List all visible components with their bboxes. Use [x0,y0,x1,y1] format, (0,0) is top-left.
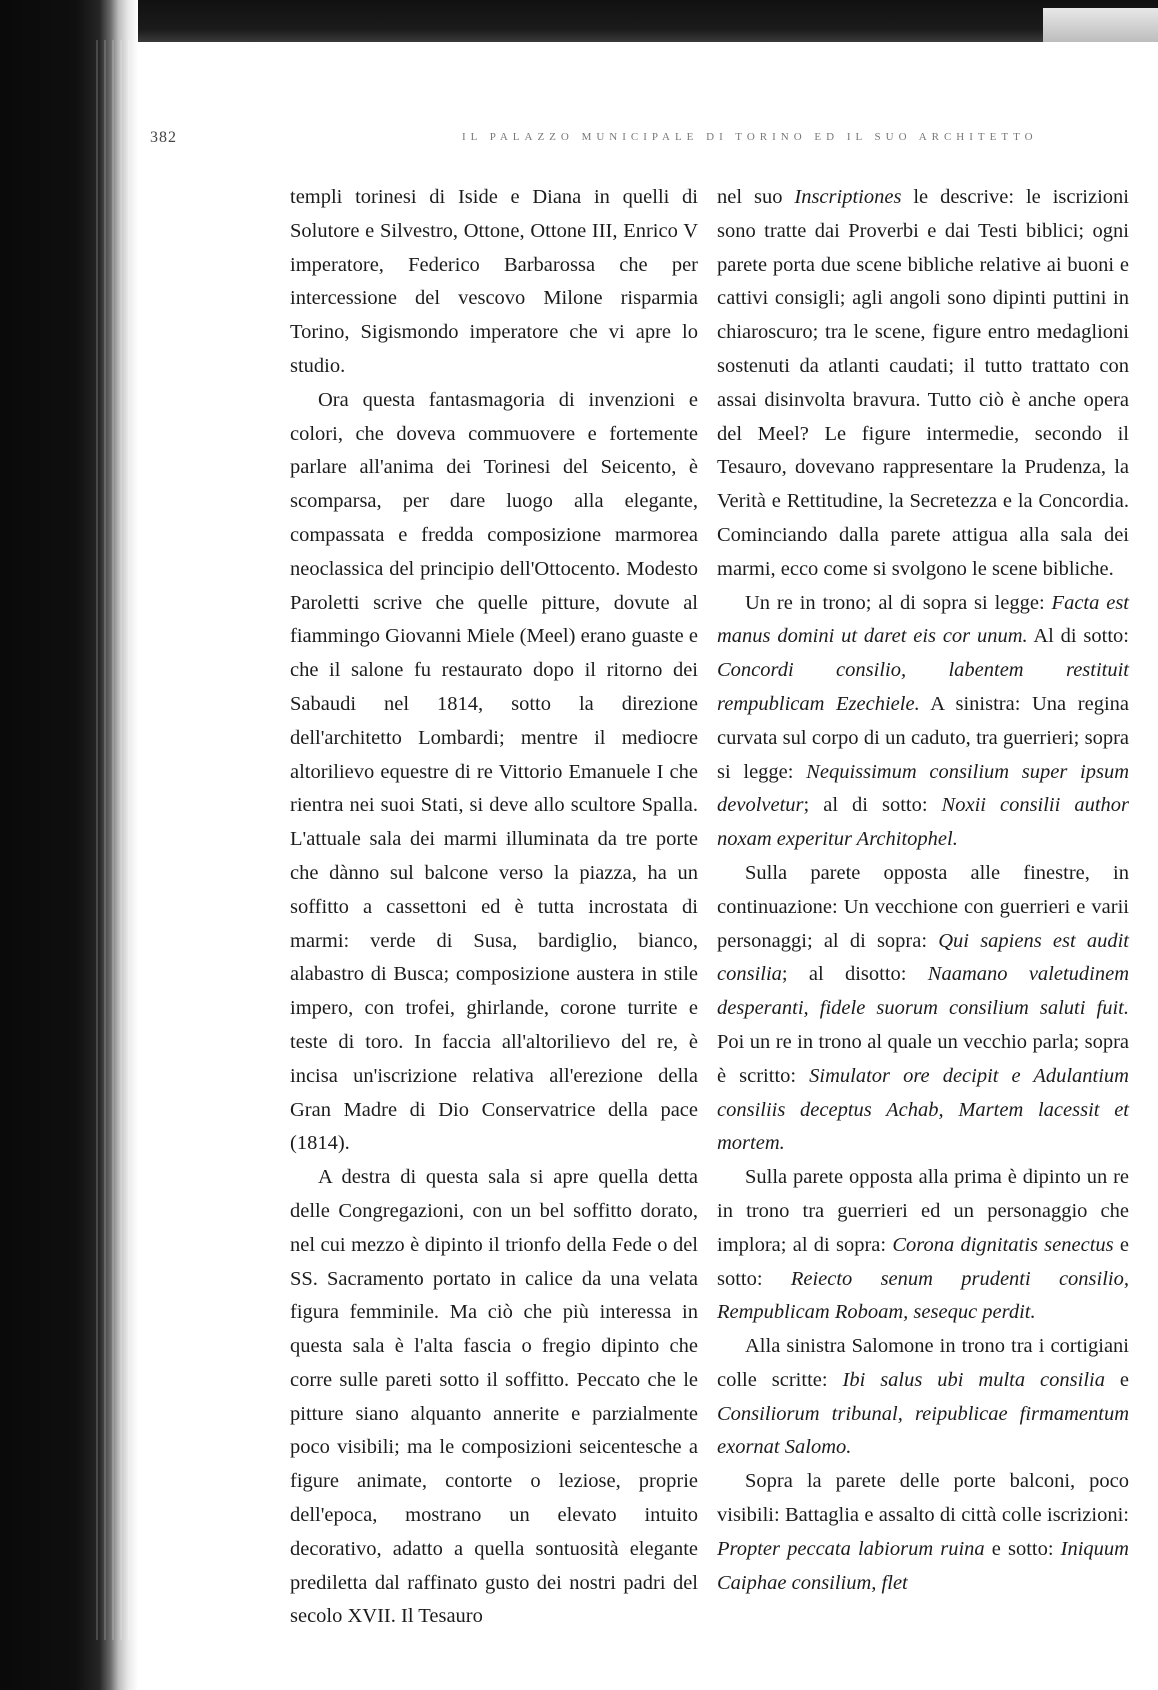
text-run: le descrive: le iscrizioni sono tratte dai Proverbi e dai Testi biblici; ogni parete porta due scene bibliche relative ai buoni e cattivi consigli; agli angoli sono dipinti puttini in chiaroscuro; tra le scene, figure entro medaglioni sostenuti da atlanti caudati; il tutto trattato con assai disinvolta bravura. Tutto ciò è anche opera del Meel? Le figure intermedie, secondo il Tesauro, dovevano rappresentare la Prudenza, la Verità e Rettitudine, la Secretezza e la Concordia. Cominciando dalla parete attigua alla sala dei marmi, ecco come si svolgono le scene bibliche. [717,186,1129,580]
paragraph [717,1161,1129,1330]
text-run: nel suo [717,186,795,208]
paragraph [717,181,1129,587]
paragraph: Ora questa fantasmagoria di invenzioni e colori, che doveva commuovere e fortemente parlare all'anima dei Torinesi del Seicento, è scomparsa, per dare luogo alla elegante, compassata e fredda composizione marmorea neoclassica del principio dell'Ottocento. Modesto Paroletti scrive che quelle pitture, dovute al fiammingo Giovanni Miele (Meel) erano guaste e che il salone fu restaurato dopo il ritorno dei Sabaudi nel 1814, sotto la direzione dell'architetto Lombardi; mentre il mediocre altorilievo equestre di re Vittorio Emanuele I che rientra nei suoi Stati, si deve allo scultore Spalla. L'attuale sala dei marmi illuminata da tre porte che dànno sul balcone verso la piazza, ha un soffitto a cassettoni ed è tutta incrostata di marmi: verde di Susa, bardiglio, bianco, alabastro di Busca; composizione austera in stile impero, con trofei, ghirlande, corone turrite e teste di toro. In faccia all'altorilievo del re, è incisa un'iscrizione relativa all'erezione della Gran Madre di Dio Conservatrice della pace (1814). [290,388,698,1155]
text-run: e sotto: [717,1233,1129,1290]
page-edge-lines [90,40,138,1640]
text-run: e sotto: [984,1537,1061,1560]
paragraph: A destra di questa sala si apre quella detta delle Congregazioni, con un bel soffitto dorato, nel cui mezzo è dipinto il trionfo della Fede o del SS. Sacramento portato in calice da una velata figura femminile. Ma ciò che più interessa in questa sala è l'alta fascia o fregio dipinto che corre sulle pareti sotto il soffitto. Peccato che le pitture siano alquanto annerite e parzialmente poco visibili; ma le composizioni seicentesche a figure animate, contorte o leziose, proprie dell'epoca, mostrano un elevato intuito decorativo, adatto a quella sontuosità elegante prediletta dal raffinato gusto dei nostri padri del secolo XVII. Il Tesauro [290,1166,698,1628]
scan-corner-highlight [1043,8,1158,42]
paragraph [717,1465,1129,1600]
text-run: ; al disotto: [781,963,928,986]
paragraph: templi torinesi di Iside e Diana in quelli di Solutore e Silvestro, Ottone, Ottone III, Enrico V imperatore, Federico Barbarossa che per intercessione del vescovo Milone risparmia Torino, Sigismondo imperatore che vi apre lo studio. [290,186,698,377]
paragraph [717,857,1129,1161]
latin-inscription: Noxii consilii author noxam experitur Architophel. [717,794,1130,851]
latin-inscription: Propter peccata labiorum ruina [717,1537,985,1560]
text-run: Sopra la parete delle porte balconi, poco visibili: Battaglia e assalto di città colle iscrizioni: [717,1470,1129,1527]
left-column [290,181,698,1634]
text-run: e [1104,1368,1130,1391]
right-column [717,181,1129,1600]
paragraph [717,587,1129,857]
latin-inscription: Facta est manus domini ut daret eis cor unum. [717,591,1129,648]
latin-inscription: Corona dignitatis senectus [892,1233,1114,1256]
latin-inscription: Ibi salus ubi multa consilia [842,1368,1105,1391]
text-run: Al di sotto: [1027,625,1129,648]
latin-inscription: Reiecto senum prudenti consilio, Rempublicam Roboam, sesequc perdit. [717,1267,1129,1324]
latin-inscription: Nequissimum consilium super ipsum devolvetur [717,760,1129,817]
latin-inscription: Qui sapiens est audit consilia [717,929,1129,986]
paragraph [717,1330,1129,1465]
text-run: Alla sinistra Salomone in trono tra i cortigiani colle scritte: [717,1335,1129,1391]
text-run: Poi un re in trono al quale un vecchio parla; sopra è scritto: [717,1030,1129,1087]
latin-inscription: Concordi consilio, labentem restituit rempublicam Ezechiele. [717,659,1129,715]
latin-inscription: Iniquum Caiphae consilium, flet [717,1537,1129,1594]
running-title: IL PALAZZO MUNICIPALE DI TORINO ED IL SUO ARCHITETTO [462,131,1038,143]
page-header [150,129,1038,151]
text-run: A sinistra: Una regina curvata sul corpo di un caduto, tra guerrieri; sopra si legge: [717,692,1129,783]
text-run: Sulla parete opposta alle finestre, in continuazione: Un vecchione con guerrieri e varii personaggi; al di sopra: [717,861,1129,952]
latin-inscription: Consiliorum tribunal, reipublicae firmamentum exornat Salomo. [717,1402,1129,1459]
text-run: Un re in trono; al di sopra si legge: [745,591,1052,614]
page-number: 382 [150,129,177,146]
italic-title: Inscriptiones [794,186,902,208]
text-run: Sulla parete opposta alla prima è dipinto un re in trono tra guerrieri ed un personaggio che implora; al di sopra: [717,1166,1129,1256]
text-run: ; al di sotto: [803,794,942,817]
latin-inscription: Naamano valetudinem desperanti, fidele suorum consilium saluti fuit. [717,963,1130,1020]
latin-inscription: Simulator ore decipit e Adulantium consiliis deceptus Achab, Martem lacessit et mortem. [717,1064,1129,1155]
scan-top-border [0,0,1158,42]
